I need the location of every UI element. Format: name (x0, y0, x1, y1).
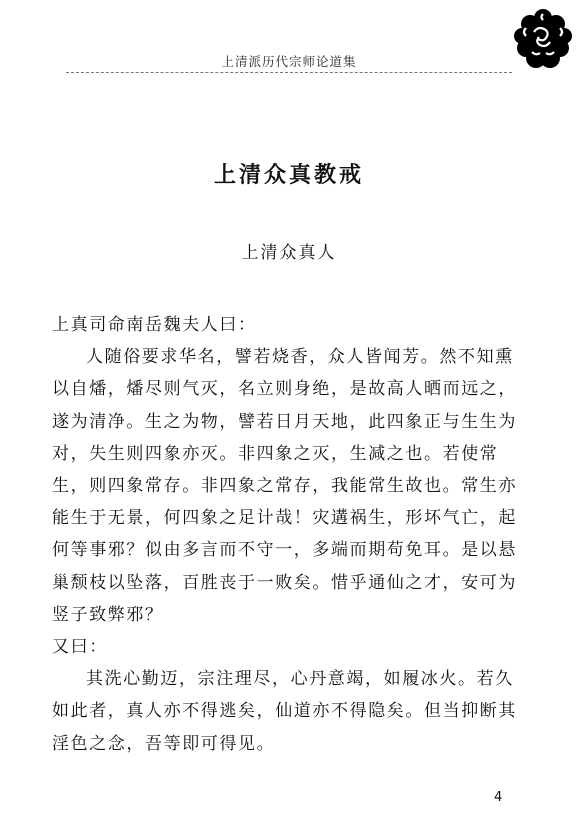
running-header: 上清派历代宗师论道集 (221, 54, 357, 69)
paragraph-main: 人随俗要求华名，譬若烧香，众人皆闻芳。然不知熏以自燔，燔尽则气灭，名立则身绝，是故高人晒而远之，遂为清净。生之为物，譬若日月天地，此四象正与生生为对，失生则四象亦灭。非四象之灭，生减之也。若使常生，则四象常存。非四象之常存，我能常生故也。常生亦能生于无景，何四象之足计哉！灾遘祸生，形坏气亡，起何等事邪？似由多言而不守一，多端而期苟免耳。是以悬巢颓枝以坠落，百胜丧于一败矣。惜乎通仙之才，安可为竖子致弊邪？ (52, 347, 517, 625)
paragraph-closing: 其洗心勤迈，宗注理尽，心丹意竭，如履冰火。若久如此者，真人亦不得逃矣，仙道亦不得隐矣。但当抑断其淫色之念，吾等即可得见。 (52, 669, 517, 754)
article-author: 上清众真人 (241, 243, 337, 263)
paragraph-you-yue: 又曰： (52, 637, 108, 658)
article-title: 上清众真教戒 (213, 162, 364, 188)
page-number: 4 (494, 790, 503, 805)
header-divider (66, 72, 512, 73)
article-body (52, 309, 530, 760)
paragraph-intro: 上真司命南岳魏夫人曰： (52, 315, 257, 335)
